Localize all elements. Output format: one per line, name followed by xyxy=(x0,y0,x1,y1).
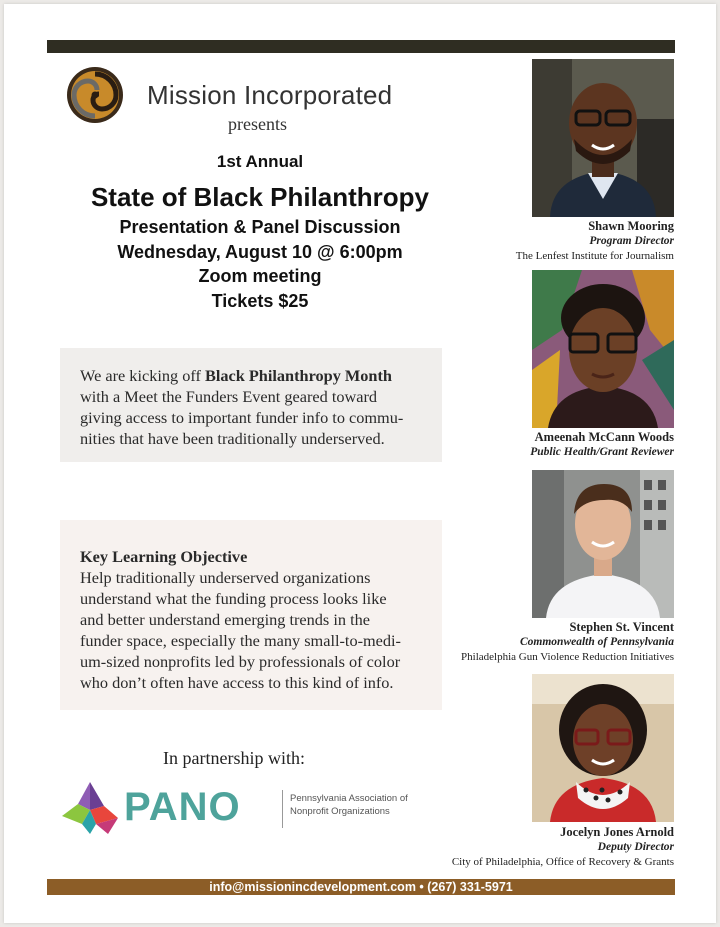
objective-line: and better understand emerging trends in the xyxy=(80,610,370,629)
speaker-name: Ameenah McCann Woods xyxy=(534,430,674,444)
objective-heading: Key Learning Objective xyxy=(80,547,248,566)
objective-line: understand what the funding process looks like xyxy=(80,589,387,608)
speaker-org: The Lenfest Institute for Journalism xyxy=(515,250,674,262)
presents-label: presents xyxy=(228,114,287,134)
speaker-role: Public Health/Grant Reviewer xyxy=(530,446,674,458)
objective-line: funder space, especially the many small-to-medi- xyxy=(80,631,401,650)
intro-line: We are kicking off Black Philanthropy Month xyxy=(80,366,392,385)
intro-line: with a Meet the Funders Event geared toward xyxy=(80,387,378,406)
top-decorative-bar xyxy=(47,40,675,53)
speaker-name: Jocelyn Jones Arnold xyxy=(560,825,674,839)
event-venue: Zoom meeting xyxy=(198,266,322,286)
objective-line: um-sized nonprofits led by professionals of color xyxy=(80,652,401,671)
pano-logo-icon xyxy=(60,780,120,836)
speaker-caption-jocelyn xyxy=(452,825,674,870)
partner-label: In partnership with: xyxy=(163,748,305,768)
intro-line: giving access to important funder info to commu- xyxy=(80,408,404,427)
footer-contact-bar: info@missionincdevelopment.com • (267) 331-5971 xyxy=(47,879,675,895)
event-title: State of Black Philanthropy xyxy=(90,182,430,212)
speaker-photo-stephen xyxy=(532,470,674,618)
intro-highlight: Black Philanthropy Month xyxy=(204,366,392,385)
speaker-photo-ameenah xyxy=(532,270,674,428)
speaker-org: Philadelphia Gun Violence Reduction Initiatives xyxy=(461,651,674,663)
event-annual: 1st Annual xyxy=(216,152,304,171)
speaker-org: City of Philadelphia, Office of Recovery & Grants xyxy=(451,856,674,868)
mission-logo xyxy=(66,66,124,124)
pano-divider xyxy=(282,790,283,828)
pano-logo-text: PANO xyxy=(124,785,241,829)
speaker-photo-jocelyn xyxy=(532,674,674,822)
speaker-role: Deputy Director xyxy=(597,841,674,853)
intro-line: nities that have been traditionally underserved. xyxy=(80,429,385,448)
speaker-name: Stephen St. Vincent xyxy=(569,620,674,634)
speaker-photo-shawn xyxy=(532,59,674,217)
spiral-logo-icon xyxy=(66,66,124,124)
objective-box xyxy=(60,520,442,710)
pano-description: Pennsylvania Association of Nonprofit Organizations xyxy=(290,793,408,817)
event-tickets: Tickets $25 xyxy=(211,291,309,311)
event-subtitle: Presentation & Panel Discussion xyxy=(119,217,401,237)
speaker-caption-shawn xyxy=(516,219,674,264)
org-name: Mission Incorporated xyxy=(147,80,393,110)
speaker-caption-ameenah xyxy=(530,430,674,460)
objective-line: who don’t often have access to this kind of info. xyxy=(80,673,394,692)
intro-box xyxy=(60,348,442,462)
speaker-role: Program Director xyxy=(589,235,674,247)
speaker-caption-stephen xyxy=(461,620,674,665)
speaker-name: Shawn Mooring xyxy=(588,219,674,233)
speaker-role: Commonwealth of Pennsylvania xyxy=(520,636,674,648)
objective-line: Help traditionally underserved organizations xyxy=(80,568,371,587)
event-datetime: Wednesday, August 10 @ 6:00pm xyxy=(117,242,403,262)
